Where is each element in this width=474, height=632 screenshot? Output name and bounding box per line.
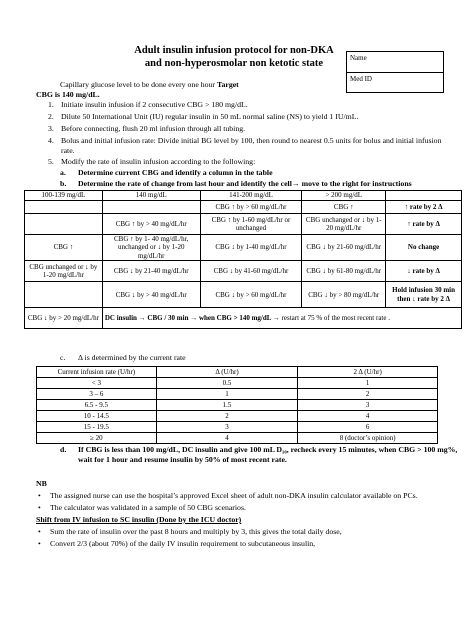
step-5-text: Modify the rate of insulin infusion according to the following: <box>61 157 256 166</box>
header-cell: 141-200 mg/dL <box>200 191 302 201</box>
table-cell: CBG ↓ by 1-40 mg/dL/hr <box>200 235 302 261</box>
step-4: 4. <box>48 136 54 145</box>
table-cell: CBG ↑ by 1- 40 mg/dL/hr, unchanged or ↓ by 1-20 mg/dL/hr <box>102 235 200 261</box>
table-cell: 8 (doctor’s opinion) <box>298 433 438 444</box>
substep-d-label: d. <box>60 445 67 454</box>
table-cell: 6.5 - 9.5 <box>37 400 157 411</box>
substep-b-label: b. <box>60 179 67 188</box>
table-cell: 2 <box>156 411 298 422</box>
header-cell: > 200 mg/dL <box>302 191 386 201</box>
substep-d-text: If CBG is less than 100 mg/dL, DC insulin and give 100 mL D₁₀, recheck every 15 minutes, when CBG > 100 mg%, wait for 1 hour and resume insulin by 50% of most recent rate. <box>78 445 458 464</box>
table-cell: < 3 <box>37 378 157 389</box>
substep-c-label: c. <box>60 353 66 362</box>
substep-a-text: Determine current CBG and identify a column in the table <box>78 168 273 177</box>
table-row <box>37 433 438 444</box>
step-3: 3. <box>48 124 54 133</box>
table-cell: 3 <box>156 422 298 433</box>
table-cell: CBG ↓ by > 60 mg/dL/hr <box>200 282 302 308</box>
table-cell: 1.5 <box>156 400 298 411</box>
table-row <box>25 282 462 308</box>
header-cell: Δ (U/hr) <box>156 367 298 378</box>
nb-item-2: • The calculator was validated in a sample of 50 CBG scenarios. <box>50 503 246 513</box>
table-row <box>25 201 462 214</box>
table-cell: 3 – 6 <box>37 389 157 400</box>
table-cell: ↑ rate by Δ <box>386 214 462 235</box>
table-row <box>37 389 438 400</box>
table-cell: CBG ↓ by 61-80 mg/dL/hr <box>302 261 386 282</box>
table-row <box>37 378 438 389</box>
substep-a-label: a. <box>60 168 66 177</box>
table-cell: CBG ↓ by 41-60 mg/dL/hr <box>200 261 302 282</box>
intro-line-1: Capillary glucose level to be done every one hour Target <box>60 80 239 89</box>
header-cell: 140 mg/dL <box>102 191 200 201</box>
table-cell: 4 <box>156 433 298 444</box>
shift-item-1: • Sum the rate of insulin over the past 8 hours and multiply by 3, this gives the total daily dose, <box>50 527 342 537</box>
table-cell: CBG unchanged or ↓ by 1-20 mg/dL/hr <box>25 261 103 282</box>
table-cell <box>25 282 103 308</box>
table-cell: CBG ↑ by > 40 mg/dL/hr <box>102 214 200 235</box>
step-4-text: Bolus and initial infusion rate: Divide initial BG level by 100, then round to nearest 0.5 units for bolus and initial infusion rate. <box>61 136 442 155</box>
table-header-row <box>37 367 438 378</box>
step-3-text: Before connecting, flush 20 ml infusion through all tubing. <box>61 124 246 133</box>
header-cell <box>386 191 462 201</box>
table-cell: CBG unchanged or ↓ by 1-20 mg/dL/hr <box>302 214 386 235</box>
table-cell: 10 - 14.5 <box>37 411 157 422</box>
table-row <box>37 411 438 422</box>
table-cell: CBG ↓ by 21-40 mg/dL/hr <box>102 261 200 282</box>
table-row <box>25 308 462 329</box>
table-cell: 0.5 <box>156 378 298 389</box>
name-field[interactable]: Name <box>350 54 367 62</box>
table-row <box>25 261 462 282</box>
header-cell: 100-139 mg/dL <box>25 191 103 201</box>
table-header-row <box>25 191 462 201</box>
table-cell: CBG ↓ by > 20 mg/dL/hr <box>25 308 103 329</box>
table-cell: 15 - 19.5 <box>37 422 157 433</box>
table-cell: CBG ↓ by 21-60 mg/dL/hr <box>302 235 386 261</box>
table-row <box>25 214 462 235</box>
table-cell <box>25 201 103 214</box>
title-line-2: and non-hyperosmolar non ketotic state <box>144 58 324 69</box>
table-cell: ↑ rate by 2 Δ <box>386 201 462 214</box>
step-1-text: Initiate insulin infusion if 2 consecutive CBG > 180 mg/dL. <box>61 100 248 109</box>
substep-b-text: Determine the rate of change from last hour and identify the cell→ move to the right for instructions <box>78 179 412 188</box>
table-cell <box>102 201 200 214</box>
step-5: 5. <box>48 157 54 166</box>
table-cell: 1 <box>156 389 298 400</box>
table-cell: 2 <box>298 389 438 400</box>
table-cell: 3 <box>298 400 438 411</box>
table-row <box>25 235 462 261</box>
table-cell: CBG ↑ <box>302 201 386 214</box>
page-title <box>118 44 350 70</box>
table-cell: 4 <box>298 411 438 422</box>
nb-heading: NB <box>36 479 47 488</box>
step-1: 1. <box>48 100 54 109</box>
table-cell: CBG ↓ by > 80 mg/dL/hr <box>302 282 386 308</box>
step-2-text: Dilute 50 International Unit (IU) regular insulin in 50 mL normal saline (NS) to yield 1 IU/mL. <box>61 112 359 121</box>
table-row <box>37 400 438 411</box>
intro-line-2: CBG is 140 mg/dL. <box>36 90 100 99</box>
table-cell: ↓ rate by Δ <box>386 261 462 282</box>
table-cell: CBG ↑ <box>25 235 103 261</box>
shift-item-2: • Convert 2/3 (about 70%) of the daily IV insulin requirement to subcutaneous insulin, <box>50 539 315 549</box>
patient-id-box <box>346 51 444 93</box>
table-cell: ≥ 20 <box>37 433 157 444</box>
substep-c-text: Δ is determined by the current rate <box>78 353 186 362</box>
nb-item-1: • The assigned nurse can use the hospital’s approved Excel sheet of adult non-DKA insulin calculator available on PCs. <box>50 491 462 501</box>
header-cell: 2 Δ (U/hr) <box>298 367 438 378</box>
step-2: 2. <box>48 112 54 121</box>
table-cell: No change <box>386 235 462 261</box>
table-cell: 1 <box>298 378 438 389</box>
header-cell: Current infusion rate (U/hr) <box>37 367 157 378</box>
med-id-field[interactable]: Med ID <box>347 72 443 92</box>
table-cell: Hold infusion 30 min then ↓ rate by 2 Δ <box>386 282 462 308</box>
insulin-rate-table <box>24 190 462 329</box>
table-cell <box>25 214 103 235</box>
table-cell: CBG ↑ by 1-60 mg/dL/hr or unchanged <box>200 214 302 235</box>
shift-heading: Shift from IV infusion to SC insulin (Done by the ICU doctor) <box>36 515 242 524</box>
dc-insulin-cell: DC insulin → CBG / 30 min → when CBG > 140 mg/dL → restart at 75 % of the most recent rate . <box>102 308 461 329</box>
table-cell: CBG ↑ by > 60 mg/dL/hr <box>200 201 302 214</box>
table-cell: CBG ↓ by > 40 mg/dL/hr <box>102 282 200 308</box>
title-line-1: Adult insulin infusion protocol for non-DKA <box>134 45 334 56</box>
table-cell: 6 <box>298 422 438 433</box>
delta-table <box>36 366 438 444</box>
table-row <box>37 422 438 433</box>
